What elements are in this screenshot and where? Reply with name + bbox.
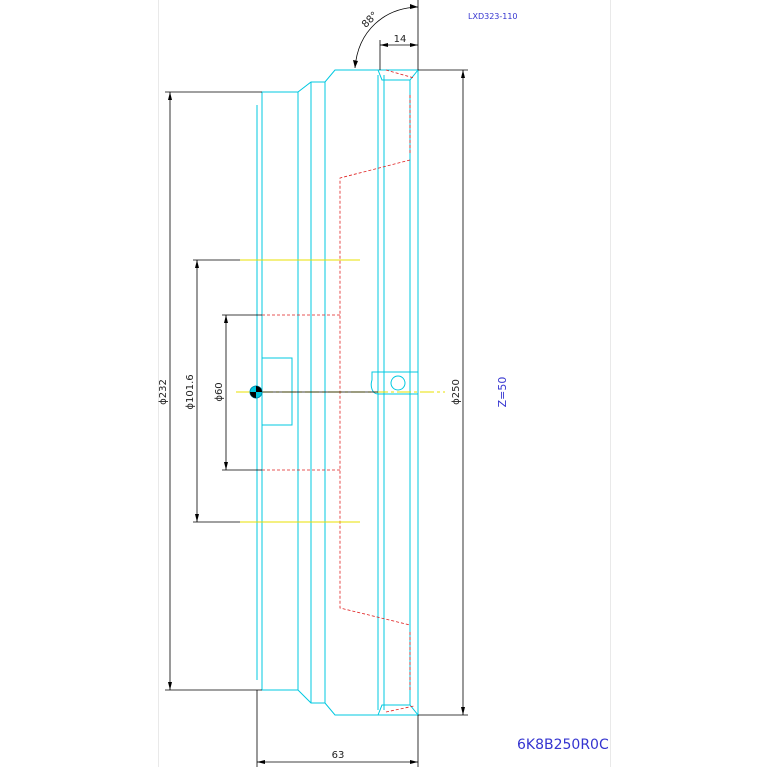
- hidden-lug-top: [386, 70, 414, 78]
- label-angle-88: 88°: [360, 10, 381, 31]
- center-mark-icon: [250, 386, 262, 398]
- center-lines: [236, 260, 445, 522]
- dim-angle-arc: [355, 7, 418, 68]
- label-dia-60: ϕ60: [214, 382, 225, 402]
- arrowheads: [168, 4, 465, 764]
- label-dia-250: ϕ250: [451, 379, 462, 405]
- z-label: Z=50: [496, 376, 509, 408]
- label-dia-232: ϕ232: [158, 379, 169, 405]
- drawing-reference: LXD323-110: [468, 12, 518, 21]
- label-dia-1016: ϕ101.6: [185, 374, 196, 410]
- hidden-lines: [262, 70, 414, 712]
- dimension-lines: [165, 0, 468, 767]
- part-number: 6K8B250R0C: [517, 737, 609, 753]
- hidden-lug-bottom: [386, 706, 414, 712]
- setscrew-hole: [391, 376, 405, 390]
- label-length-63: 63: [331, 750, 345, 761]
- label-width-14: 14: [393, 34, 407, 45]
